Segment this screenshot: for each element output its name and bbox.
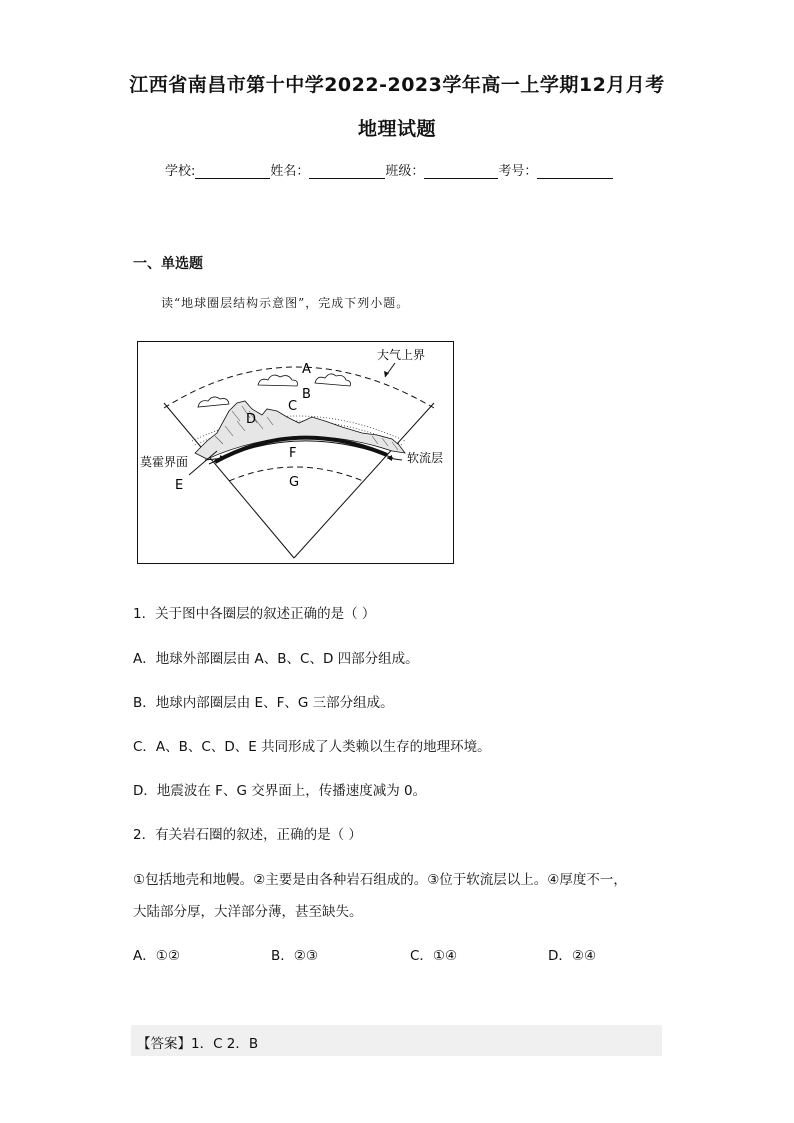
label-moho: 莫霍界面 xyxy=(140,455,189,469)
question-intro: 读“地球圈层结构示意图”，完成下列小题。 xyxy=(161,296,410,310)
exam-title-line2: 地理试题 xyxy=(357,118,436,140)
student-info-row xyxy=(165,160,613,179)
label-b: B xyxy=(302,387,311,402)
school-blank[interactable] xyxy=(195,164,270,179)
question-1-option-a[interactable]: A．地球外部圈层由 A、B、C、D 四部分组成。 xyxy=(133,651,419,667)
label-e: E xyxy=(175,478,184,493)
label-a: A xyxy=(302,362,311,377)
question-1-option-b[interactable]: B．地球内部圈层由 E、F、G 三部分组成。 xyxy=(133,695,394,711)
question-2-stem: 2．有关岩石圈的叙述，正确的是（ ） xyxy=(133,827,362,843)
school-label: 学校: xyxy=(165,164,196,179)
name-label: 姓名： xyxy=(270,164,310,179)
label-asthenosphere: 软流层 xyxy=(407,451,444,465)
earth-layers-diagram xyxy=(137,341,454,564)
number-blank[interactable] xyxy=(537,164,613,179)
question-1-stem: 1．关于图中各圈层的叙述正确的是（ ） xyxy=(133,606,376,622)
question-2-option-c[interactable]: C．①④ xyxy=(410,948,458,964)
question-2-option-d[interactable]: D．②④ xyxy=(548,948,597,964)
label-d: D xyxy=(246,412,257,427)
question-2-statement-line1: ①包括地壳和地幔。②主要是由各种岩石组成的。③位于软流层以上。④厚度不一， xyxy=(133,872,627,888)
label-f: F xyxy=(289,446,297,461)
label-g: G xyxy=(289,475,300,490)
question-1-option-d[interactable]: D．地震波在 F、G 交界面上，传播速度减为 0。 xyxy=(133,783,427,799)
label-c: C xyxy=(288,399,298,414)
question-2-option-b[interactable]: B．②③ xyxy=(271,948,318,964)
section-title: 一、单选题 xyxy=(133,256,203,272)
question-1-option-c[interactable]: C．A、B、C、D、E 共同形成了人类赖以生存的地理环境。 xyxy=(133,739,491,755)
class-blank[interactable] xyxy=(424,164,498,179)
number-label: 考号： xyxy=(498,164,538,179)
question-2-statement-line2: 大陆部分厚，大洋部分薄，甚至缺失。 xyxy=(133,904,363,920)
answer-text: 【答案】1．C 2．B xyxy=(137,1036,259,1052)
question-2-option-a[interactable]: A．①② xyxy=(133,948,180,964)
label-atmos-top: 大气上界 xyxy=(377,348,426,362)
name-blank[interactable] xyxy=(309,164,385,179)
class-label: 班级： xyxy=(385,164,425,179)
exam-title-line1: 江西省南昌市第十中学2022-2023学年高一上学期12月月考 xyxy=(129,74,665,96)
